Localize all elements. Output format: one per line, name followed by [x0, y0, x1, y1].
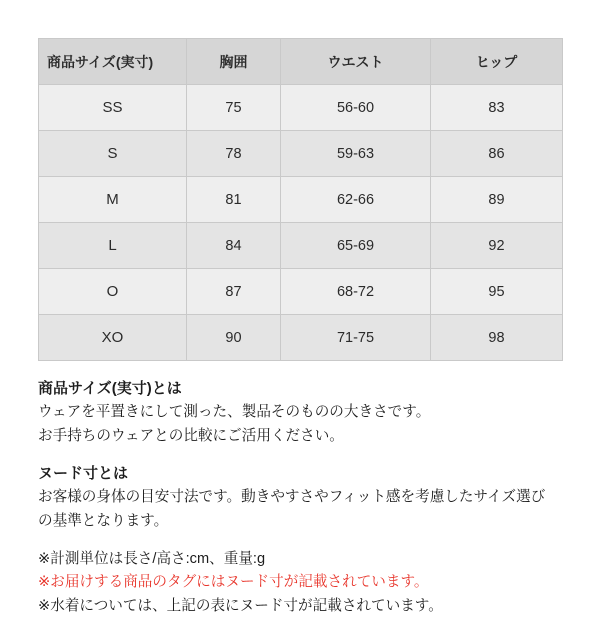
cell-bust: 90	[187, 315, 281, 361]
note-line-swimwear: ※水着については、上記の表にヌード寸が記載されています。	[38, 597, 443, 614]
cell-waist: 56-60	[281, 85, 431, 131]
cell-waist: 65-69	[281, 223, 431, 269]
cell-hip: 95	[431, 269, 563, 315]
note-heading-nude-size: ヌード寸とは	[38, 465, 129, 483]
note-line: お手持ちのウェアとの比較にご活用ください。	[38, 427, 344, 444]
cell-hip: 83	[431, 85, 563, 131]
table-row	[39, 223, 563, 269]
cell-hip: 92	[431, 223, 563, 269]
cell-waist: 59-63	[281, 131, 431, 177]
column-header-hip: ヒップ	[431, 39, 563, 85]
cell-hip: 89	[431, 177, 563, 223]
note-line-units: ※計測単位は長さ/高さ:cm、重量:g	[38, 550, 266, 567]
column-header-bust: 胸囲	[187, 39, 281, 85]
note-block-nude-size	[38, 462, 568, 533]
cell-waist: 71-75	[281, 315, 431, 361]
table-body	[39, 85, 563, 361]
cell-size: L	[39, 223, 187, 269]
table-row	[39, 269, 563, 315]
note-line: の基準となります。	[38, 512, 169, 529]
note-line: ウェアを平置きにして測った、製品そのものの大きさです。	[38, 404, 431, 420]
cell-bust: 78	[187, 131, 281, 177]
cell-bust: 84	[187, 223, 281, 269]
cell-hip: 98	[431, 315, 563, 361]
size-table	[38, 38, 563, 361]
note-block-actual-size	[38, 377, 568, 448]
cell-waist: 62-66	[281, 177, 431, 223]
cell-size: M	[39, 177, 187, 223]
note-block-disclaimers	[38, 548, 568, 618]
cell-size: S	[39, 131, 187, 177]
notes-section	[38, 377, 568, 618]
column-header-waist: ウエスト	[281, 39, 431, 85]
note-heading-actual-size: 商品サイズ(実寸)とは	[38, 380, 182, 397]
cell-size: SS	[39, 85, 187, 131]
note-line: お客様の身体の目安寸法です。動きやすさやフィット感を考慮したサイズ選び	[38, 489, 546, 506]
cell-bust: 75	[187, 85, 281, 131]
table-row	[39, 85, 563, 131]
notes-spacer	[38, 450, 568, 462]
notes-spacer	[38, 536, 568, 548]
table-row	[39, 177, 563, 223]
table-row	[39, 315, 563, 361]
cell-waist: 68-72	[281, 269, 431, 315]
cell-hip: 86	[431, 131, 563, 177]
note-line-tag-warning: ※お届けする商品のタグにはヌード寸が記載されています。	[38, 574, 429, 591]
cell-size: O	[39, 269, 187, 315]
cell-bust: 81	[187, 177, 281, 223]
table-row	[39, 131, 563, 177]
cell-size: XO	[39, 315, 187, 361]
cell-bust: 87	[187, 269, 281, 315]
table-header-row	[39, 39, 563, 85]
column-header-size: 商品サイズ(実寸)	[39, 39, 187, 85]
table-header	[39, 39, 563, 85]
